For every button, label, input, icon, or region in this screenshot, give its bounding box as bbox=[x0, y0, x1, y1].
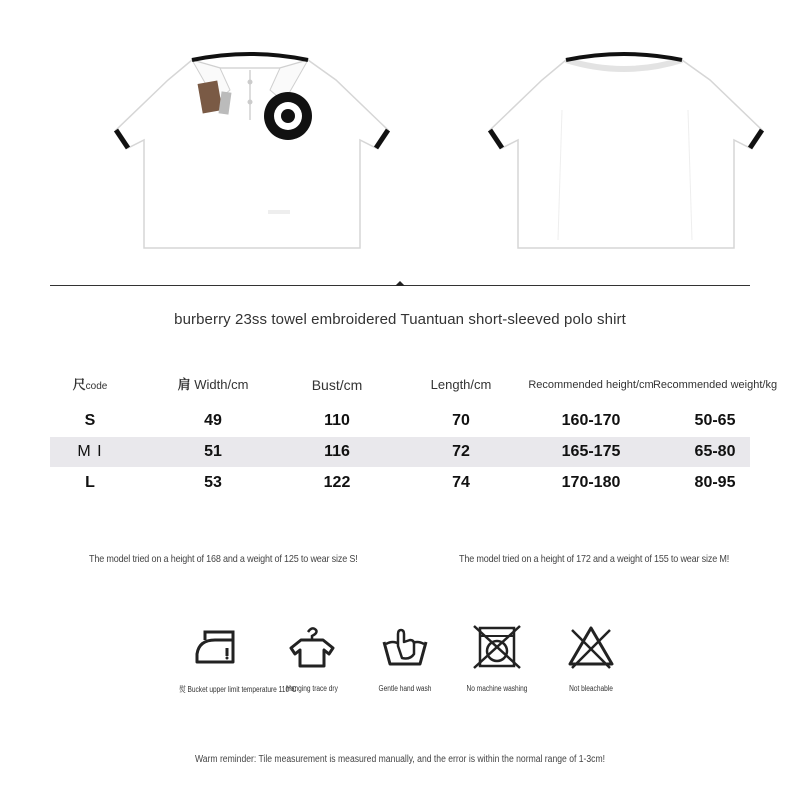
table-row bbox=[50, 437, 750, 467]
weight-cell: 50-65 bbox=[694, 412, 736, 429]
bust-cell: 122 bbox=[323, 474, 351, 491]
width-cell: 49 bbox=[204, 412, 222, 429]
care-label: Hanging trace dry bbox=[286, 684, 338, 693]
care-item-no-bleach bbox=[546, 624, 636, 704]
product-title: burberry 23ss towel embroidered Tuantuan short-sleeved polo shirt bbox=[174, 311, 626, 328]
hanging-dry-icon bbox=[287, 624, 337, 670]
no-machine-wash-icon bbox=[472, 624, 522, 670]
care-label: 熨 Bucket upper limit temperature 110°C bbox=[179, 685, 297, 694]
header-bust: Bust/cm bbox=[311, 377, 363, 393]
bust-cell: 116 bbox=[324, 443, 350, 460]
care-item-hand-wash bbox=[360, 624, 450, 704]
width-cell: 53 bbox=[204, 474, 222, 491]
length-cell: 74 bbox=[452, 474, 470, 491]
iron-icon bbox=[191, 624, 241, 670]
header-recommended-height: Recommended height/cm bbox=[528, 379, 654, 391]
width-cell: 51 bbox=[204, 443, 222, 460]
care-item-hang-dry bbox=[267, 624, 357, 704]
divider-notch-icon bbox=[395, 281, 405, 286]
table-row bbox=[50, 468, 750, 498]
size-cell: M I bbox=[77, 443, 103, 460]
weight-cell: 65-80 bbox=[694, 443, 736, 460]
header-length: Length/cm bbox=[430, 377, 492, 392]
size-cell: L bbox=[85, 474, 95, 491]
warm-reminder: Warm reminder: Tile measurement is measured manually, and the error is within the normal range of 1-3cm! bbox=[194, 754, 606, 765]
care-label: Gentle hand wash bbox=[378, 684, 432, 693]
care-label: No machine washing bbox=[466, 684, 528, 693]
weight-cell: 80-95 bbox=[694, 474, 736, 491]
header-shoulder-width: 肩 Width/cm bbox=[177, 377, 249, 392]
header-recommended-weight: Recommended weight/kg bbox=[652, 379, 778, 391]
height-cell: 165-175 bbox=[561, 443, 621, 460]
size-table-header bbox=[50, 370, 778, 400]
length-cell: 72 bbox=[452, 443, 470, 460]
height-cell: 170-180 bbox=[561, 474, 621, 491]
header-size: 尺code bbox=[72, 377, 108, 392]
height-cell: 160-170 bbox=[561, 412, 621, 429]
no-bleach-icon bbox=[566, 624, 616, 670]
table-row bbox=[50, 406, 750, 436]
length-cell: 70 bbox=[452, 412, 470, 429]
front-product-photo bbox=[108, 20, 394, 250]
back-product-photo bbox=[482, 20, 768, 250]
bust-cell: 110 bbox=[324, 412, 350, 429]
care-item-iron bbox=[171, 624, 297, 704]
hand-wash-icon bbox=[380, 624, 430, 670]
model-note-size-s: The model tried on a height of 168 and a weight of 125 to wear size S! bbox=[89, 553, 358, 565]
size-cell: S bbox=[84, 412, 96, 429]
model-note-size-m: The model tried on a height of 172 and a weight of 155 to wear size M! bbox=[459, 553, 730, 565]
care-item-no-machine-wash bbox=[452, 624, 542, 704]
care-label: Not bleachable bbox=[569, 684, 613, 693]
